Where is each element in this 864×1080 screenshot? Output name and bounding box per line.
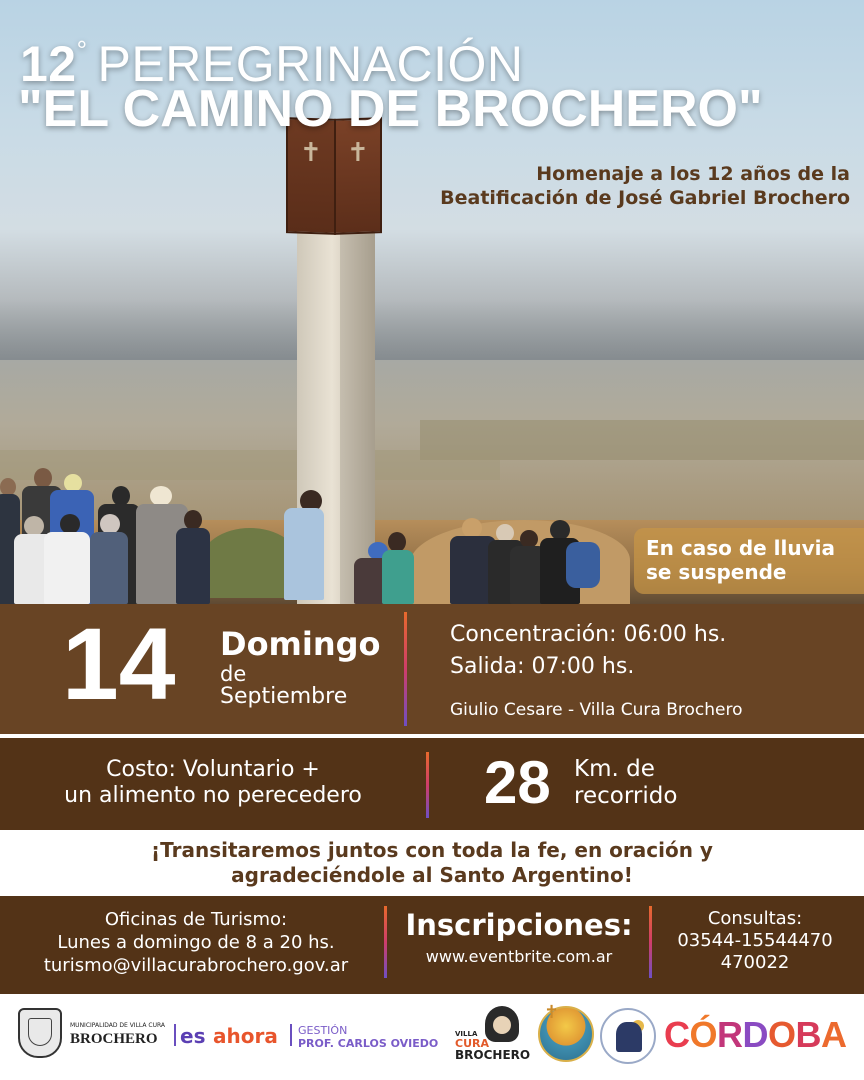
edition-number: 12	[20, 36, 77, 92]
rain-notice-line2: se suspende	[646, 560, 787, 584]
cross-icon: ✝	[347, 137, 369, 169]
management-label: GESTIÓN	[298, 1024, 348, 1037]
faith-message	[0, 838, 864, 888]
concentration-time: Concentración: 06:00 hs.	[450, 622, 727, 647]
homage-line1: Homenaje a los 12 años de la	[536, 163, 850, 185]
villa-cura-label: CURA	[455, 1037, 489, 1050]
consult-phone[interactable]: 470022	[720, 952, 790, 973]
offices-email[interactable]: turismo@villacurabrochero.gov.ar	[43, 955, 349, 976]
slogan-ahora: ahora	[213, 1024, 278, 1048]
municipality-name: BROCHERO	[70, 1031, 158, 1047]
distance-value: 28	[484, 749, 551, 816]
cost-line1: Costo: Voluntario +	[106, 757, 320, 782]
cross-icon: ✝	[300, 137, 322, 169]
distance-line1: Km. de	[574, 756, 655, 782]
homage-line2: Beatificación de José Gabriel Brochero	[440, 187, 850, 209]
degree-mark: °	[76, 35, 88, 65]
consult-phone[interactable]: 03544-15544470	[677, 930, 833, 951]
homage-text	[440, 162, 850, 210]
management-name: PROF. CARLOS OVIEDO	[298, 1037, 439, 1050]
distance-label	[574, 756, 677, 810]
slogan-es: es	[180, 1024, 206, 1048]
divider-line	[426, 752, 429, 818]
villa-label: VILLA	[455, 1030, 478, 1038]
distance-line2: recorrido	[574, 783, 678, 809]
logo-separator	[174, 1024, 176, 1046]
rain-notice-badge	[634, 528, 864, 594]
cordoba-logo: CÓRDOBA	[664, 1014, 847, 1055]
offices-title: Oficinas de Turismo:	[104, 909, 288, 930]
pilgrimage-emblem-icon: ✝	[538, 1006, 594, 1062]
municipality-label: MUNICIPALIDAD DE VILLA CURA	[70, 1022, 166, 1029]
weekday: Domingo	[220, 625, 381, 663]
meeting-location: Giulio Cesare - Villa Cura Brochero	[450, 700, 743, 720]
municipal-shield-icon	[18, 1008, 62, 1058]
divider-line	[384, 906, 387, 978]
offices-hours: Lunes a domingo de 8 a 20 hs.	[57, 932, 335, 953]
event-type: PEREGRINACIÓN	[97, 36, 524, 92]
rain-notice-line1: En caso de lluvia	[646, 536, 836, 560]
month: Septiembre	[220, 684, 348, 709]
date-connector: de	[220, 662, 247, 686]
faith-message-line2: agradeciéndole al Santo Argentino!	[231, 863, 633, 887]
consult-title: Consultas:	[707, 908, 803, 929]
gaucho-emblem-icon	[600, 1008, 656, 1064]
departure-time: Salida: 07:00 hs.	[450, 654, 635, 679]
registration-title: Inscripciones:	[405, 908, 633, 942]
hero-haze	[0, 300, 864, 360]
villa-cura-brochero-logo	[455, 1006, 531, 1062]
consult-info	[652, 908, 858, 974]
divider-line	[404, 612, 407, 726]
cost-line2: un alimento no perecedero	[64, 783, 362, 808]
registration-link[interactable]: www.eventbrite.com.ar	[425, 947, 613, 966]
day-number: 14	[62, 607, 176, 721]
tourism-offices	[0, 908, 392, 977]
faith-message-line1: ¡Transitaremos juntos con toda la fe, en oración y	[151, 838, 713, 862]
cost-text	[0, 757, 426, 809]
villa-brochero-label: BROCHERO	[455, 1048, 531, 1062]
logo-separator	[290, 1024, 292, 1046]
event-name: "EL CAMINO DE BROCHERO"	[18, 80, 763, 138]
